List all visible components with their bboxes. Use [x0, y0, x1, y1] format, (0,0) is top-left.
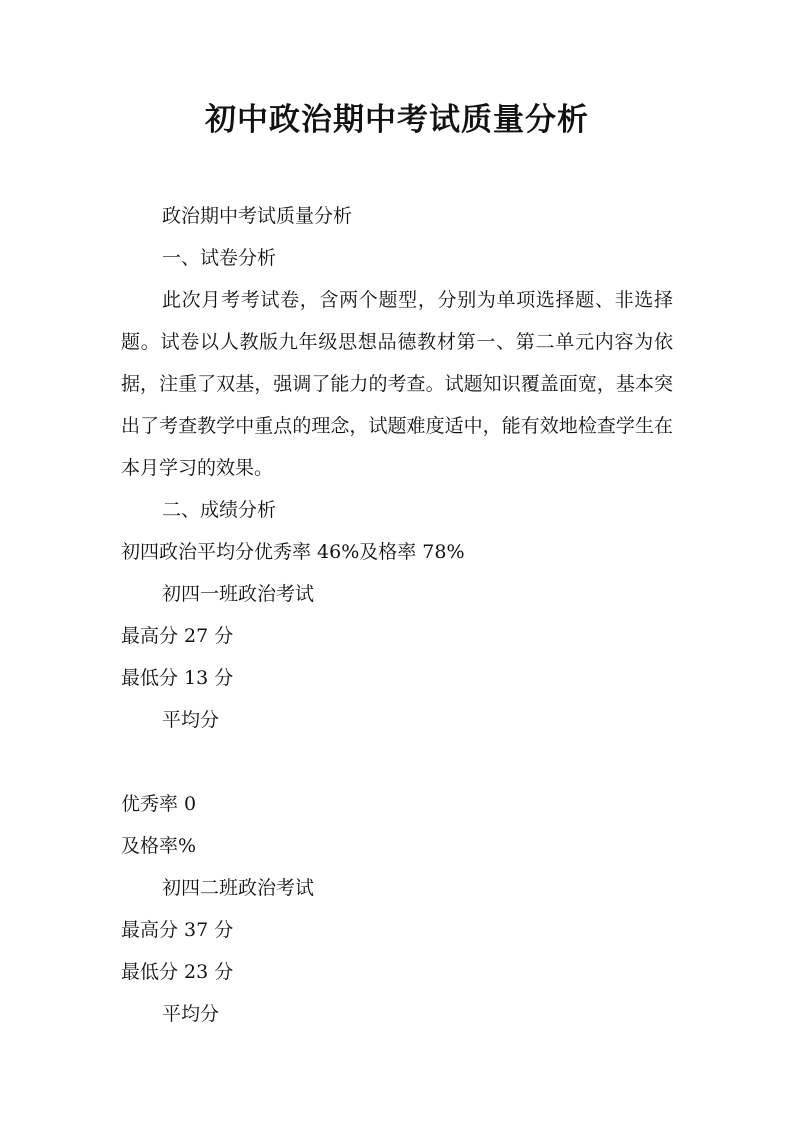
class2-highest-score: 最高分 37 分	[121, 919, 234, 941]
document-title: 初中政治期中考试质量分析	[205, 102, 589, 138]
class1-lowest-score: 最低分 13 分	[121, 667, 234, 689]
class1-excellent-rate: 优秀率 0	[121, 793, 197, 815]
paper-analysis-paragraph: 此次月考考试卷，含两个题型，分别为单项选择题、非选择题。试卷以人教版九年级思想品德教材第一、第二单元内容为依据，注重了双基，强调了能力的考查。试题知识覆盖面宽，基本突出了考查教学中重点的理念，试题难度适中，能有效地检查学生在本月学习的效果。	[121, 289, 673, 479]
class2-average-score: 平均分	[162, 1003, 220, 1025]
section-heading-score-analysis: 二、成绩分析	[162, 499, 277, 521]
class1-highest-score: 最高分 27 分	[121, 625, 234, 647]
class1-heading: 初四一班政治考试	[162, 583, 315, 605]
class2-lowest-score: 最低分 23 分	[121, 961, 234, 983]
class1-pass-rate: 及格率%	[121, 835, 197, 857]
document-body	[121, 195, 673, 1035]
class2-heading: 初四二班政治考试	[162, 877, 315, 899]
grade-summary: 初四政治平均分优秀率 46%及格率 78%	[121, 541, 465, 563]
class1-average-score: 平均分	[162, 709, 220, 731]
section-heading-paper-analysis: 一、试卷分析	[162, 247, 277, 269]
subtitle: 政治期中考试质量分析	[162, 205, 353, 227]
blank-line	[121, 741, 673, 783]
